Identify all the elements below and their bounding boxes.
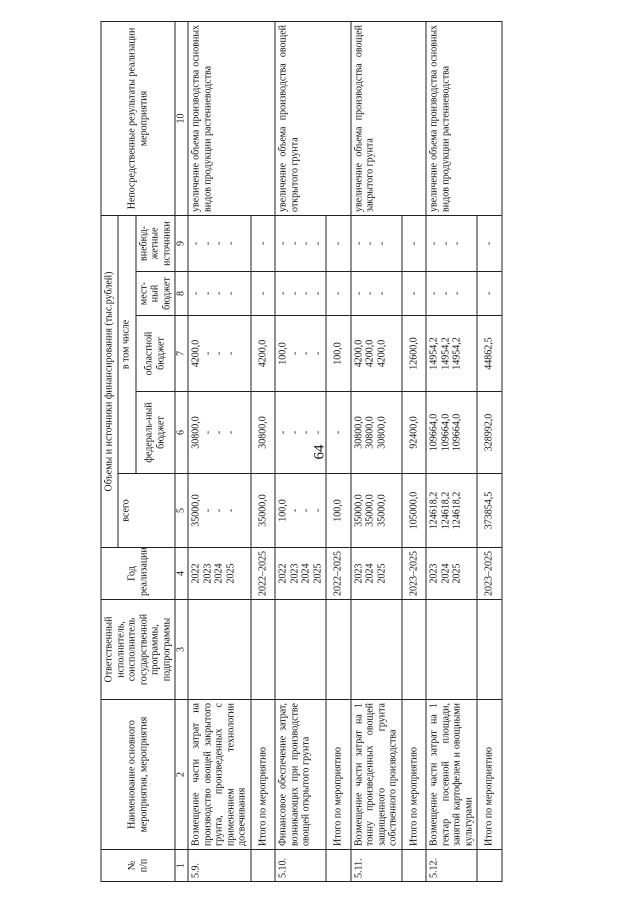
- header-result: Непосредственные результаты реализации мероприятия: [101, 21, 175, 215]
- year-cell-value: 2025: [451, 563, 463, 584]
- total-row-years: 2022–2025: [326, 548, 351, 600]
- year-cell-value: 2024: [213, 563, 225, 584]
- total-cell-value: -: [225, 508, 236, 513]
- result-cell: увеличение объема производства овощей открытого грунта: [275, 21, 351, 215]
- rotated-table-container: [101, 22, 566, 882]
- header-num: № п/п: [101, 850, 175, 882]
- col-number: 5: [175, 474, 188, 548]
- extrabudget-cell: [426, 215, 477, 271]
- federal-cell-value: -: [277, 430, 289, 435]
- federal-cell-value: 30800,0: [190, 416, 202, 449]
- total-row-total: 100,0: [326, 474, 351, 548]
- total-row-total: 373854,5: [477, 474, 502, 548]
- extrabudget-cell-value: -: [440, 241, 451, 246]
- header-name: Наименование основного мероприятия, мероприятия: [101, 700, 175, 850]
- extrabudget-cell-value: -: [202, 241, 213, 246]
- extrabudget-cell-value: -: [428, 241, 440, 246]
- col-number: 1: [175, 850, 188, 882]
- table-row: [188, 21, 251, 881]
- extrabudget-cell-value: -: [289, 241, 300, 246]
- measure-name: Возмещение части затрат на 1 тонну произведенных овощей защищенного грунта собственного производства: [351, 700, 402, 850]
- regional-cell: [188, 316, 251, 392]
- extrabudget-cell-value: -: [300, 241, 312, 246]
- col-number: 8: [175, 272, 188, 316]
- regional-cell: [426, 316, 477, 392]
- header-extrabudget: внебюд-жетные источники: [136, 215, 176, 271]
- federal-cell-value: -: [213, 430, 225, 435]
- year-cell-value: 2022: [190, 563, 202, 584]
- extrabudget-cell: [188, 215, 251, 271]
- total-row-extrabudget: -: [251, 215, 276, 271]
- extrabudget-cell-value: -: [225, 241, 236, 246]
- total-row-local: -: [326, 272, 351, 316]
- year-cell-value: 2023: [202, 563, 213, 584]
- total-cell-value: -: [289, 508, 300, 513]
- year-cell-value: 2025: [312, 563, 323, 584]
- header-including: в том числе: [118, 215, 136, 473]
- table-body: [188, 21, 502, 881]
- regional-cell: [351, 316, 402, 392]
- total-row-blank: [326, 850, 351, 882]
- federal-cell-value: 109664,0: [428, 413, 440, 452]
- regional-cell-value: 4200,0: [353, 339, 364, 368]
- col-number: 6: [175, 392, 188, 474]
- col-number: 7: [175, 316, 188, 392]
- header-federal: федераль-ный бюджет: [136, 392, 176, 474]
- extrabudget-cell: [275, 215, 326, 271]
- total-row-responsible: [477, 600, 502, 700]
- local-cell: [351, 272, 402, 316]
- total-cell-value: -: [202, 508, 213, 513]
- measure-name: Возмещение части затрат на 1 гектар посевной площади, занятой картофелем и овощными культурами: [426, 700, 477, 850]
- total-row-label: Итого по мероприятию: [251, 700, 276, 850]
- federal-cell: [188, 392, 251, 474]
- federal-cell-value: -: [312, 430, 323, 435]
- year-cell-value: 2023: [353, 563, 364, 584]
- local-cell-value: -: [353, 291, 364, 296]
- total-row-blank: [477, 850, 502, 882]
- total-row-responsible: [251, 600, 276, 700]
- extrabudget-cell-value: -: [312, 241, 323, 246]
- regional-cell-value: -: [300, 351, 312, 356]
- total-cell-value: 35000,0: [353, 494, 364, 527]
- total-cell-value: 35000,0: [364, 494, 376, 527]
- total-row-regional: 4200,0: [251, 316, 276, 392]
- year-cell-value: 2024: [364, 563, 376, 584]
- total-row-local: -: [477, 272, 502, 316]
- year-cell: [351, 548, 402, 600]
- federal-cell-value: 109664,0: [440, 413, 451, 452]
- responsible-cell: [275, 600, 326, 700]
- total-row-responsible: [402, 600, 427, 700]
- total-row-regional: 100,0: [326, 316, 351, 392]
- local-cell-value: -: [300, 291, 312, 296]
- total-cell-value: 124618,2: [451, 491, 463, 530]
- total-row-years: 2023–2025: [477, 548, 502, 600]
- total-row-federal: 328992,0: [477, 392, 502, 474]
- extrabudget-cell-value: -: [277, 241, 289, 246]
- federal-cell-value: -: [202, 430, 213, 435]
- local-cell-value: -: [312, 291, 323, 296]
- local-cell: [426, 272, 477, 316]
- measure-name: Финансовое обеспечение затрат, возникающих при производстве овощей открытого грунта: [275, 700, 326, 850]
- year-cell: [275, 548, 326, 600]
- header-local: мест-ный бюджет: [136, 272, 176, 316]
- local-cell-value: -: [428, 291, 440, 296]
- total-row-label: Итого по мероприятию: [477, 700, 502, 850]
- total-cell-value: -: [213, 508, 225, 513]
- measure-name: Возмещение части затрат на производство овощей закрытого грунта, произведенных с применением технологии досвечивания: [188, 700, 251, 850]
- year-cell-value: 2025: [225, 563, 236, 584]
- year-cell-value: 2025: [376, 563, 387, 584]
- col-number: 2: [175, 700, 188, 850]
- local-cell-value: -: [440, 291, 451, 296]
- row-number: 5.9.: [188, 850, 251, 882]
- table-row: [426, 21, 477, 881]
- total-cell-value: 124618,2: [428, 491, 440, 530]
- local-cell-value: -: [213, 291, 225, 296]
- header-total: всего: [118, 474, 176, 548]
- extrabudget-cell-value: -: [364, 241, 376, 246]
- federal-cell-value: 30800,0: [353, 416, 364, 449]
- result-cell: увеличение объема производства основных видов продукции растениеводства: [188, 21, 275, 215]
- regional-cell-value: 14954,2: [440, 337, 451, 370]
- total-row-local: -: [402, 272, 427, 316]
- local-cell-value: -: [376, 291, 387, 296]
- total-row-blank: [251, 850, 276, 882]
- total-cell: [275, 474, 326, 548]
- year-cell-value: 2022: [277, 563, 289, 584]
- regional-cell-value: 14954,2: [428, 337, 440, 370]
- responsible-cell: [351, 600, 402, 700]
- regional-cell-value: -: [202, 351, 213, 356]
- regional-cell-value: -: [289, 351, 300, 356]
- year-cell-value: 2023: [289, 563, 300, 584]
- extrabudget-cell: [351, 215, 402, 271]
- federal-cell-value: 109664,0: [451, 413, 463, 452]
- responsible-cell: [188, 600, 251, 700]
- total-row-total: 35000,0: [251, 474, 276, 548]
- total-row-regional: 44862,5: [477, 316, 502, 392]
- regional-cell-value: 4200,0: [190, 339, 202, 368]
- year-cell: [188, 548, 251, 600]
- col-number: 10: [175, 21, 188, 215]
- total-row-label: Итого по мероприятию: [402, 700, 427, 850]
- regional-cell: [275, 316, 326, 392]
- col-number: 9: [175, 215, 188, 271]
- local-cell-value: -: [190, 291, 202, 296]
- responsible-cell: [426, 600, 477, 700]
- total-row-responsible: [326, 600, 351, 700]
- total-row-total: 105000,0: [402, 474, 427, 548]
- total-cell: [426, 474, 477, 548]
- federal-cell-value: 30800,0: [364, 416, 376, 449]
- total-row-federal: 30800,0: [251, 392, 276, 474]
- total-cell-value: 35000,0: [376, 494, 387, 527]
- regional-cell-value: -: [225, 351, 236, 356]
- regional-cell-value: 4200,0: [364, 339, 376, 368]
- federal-cell-value: -: [300, 430, 312, 435]
- total-row-blank: [402, 850, 427, 882]
- table-row: [351, 21, 402, 881]
- total-row-extrabudget: -: [326, 215, 351, 271]
- regional-cell-value: -: [213, 351, 225, 356]
- local-cell-value: -: [289, 291, 300, 296]
- page-number: 64: [311, 444, 328, 460]
- program-table: [101, 21, 503, 882]
- regional-cell-value: 14954,2: [451, 337, 463, 370]
- total-row-years: 2023–2025: [402, 548, 427, 600]
- total-row-federal: -: [326, 392, 351, 474]
- row-number: 5.10.: [275, 850, 326, 882]
- extrabudget-cell-value: -: [213, 241, 225, 246]
- total-cell-value: 124618,2: [440, 491, 451, 530]
- year-cell-value: 2023: [428, 563, 440, 584]
- extrabudget-cell-value: -: [190, 241, 202, 246]
- local-cell: [188, 272, 251, 316]
- row-number: 5.11.: [351, 850, 402, 882]
- total-cell-value: 35000,0: [190, 494, 202, 527]
- total-cell-value: -: [312, 508, 323, 513]
- local-cell-value: -: [364, 291, 376, 296]
- local-cell-value: -: [225, 291, 236, 296]
- total-row-extrabudget: -: [477, 215, 502, 271]
- col-number: 3: [175, 600, 188, 700]
- total-row-regional: 12600,0: [402, 316, 427, 392]
- total-cell-value: 100,0: [277, 499, 289, 522]
- header-financing: Объемы и источники финансирования (тыс.рублей): [101, 215, 118, 547]
- header-responsible: Ответственный исполнитель, соисполнитель государственной программы, подпрограммы: [101, 600, 175, 700]
- local-cell-value: -: [202, 291, 213, 296]
- total-row-local: -: [251, 272, 276, 316]
- extrabudget-cell-value: -: [353, 241, 364, 246]
- federal-cell-value: -: [225, 430, 236, 435]
- regional-cell-value: -: [312, 351, 323, 356]
- federal-cell: [351, 392, 402, 474]
- total-row-federal: 92400,0: [402, 392, 427, 474]
- year-cell: [426, 548, 477, 600]
- row-number: 5.12.: [426, 850, 477, 882]
- col-number: 4: [175, 548, 188, 600]
- year-cell-value: 2024: [440, 563, 451, 584]
- local-cell-value: -: [277, 291, 289, 296]
- local-cell-value: -: [451, 291, 463, 296]
- federal-cell-value: -: [289, 430, 300, 435]
- local-cell: [275, 272, 326, 316]
- extrabudget-cell-value: -: [451, 241, 463, 246]
- total-cell: [188, 474, 251, 548]
- result-cell: увеличение объема производства овощей закрытого грунта: [351, 21, 427, 215]
- header-year: Год реализации: [101, 548, 175, 600]
- header-regional: областной бюджет: [136, 316, 176, 392]
- year-cell-value: 2024: [300, 563, 312, 584]
- result-cell: увеличение объема производства основных видов продукции растениеводства: [426, 21, 502, 215]
- extrabudget-cell-value: -: [376, 241, 387, 246]
- regional-cell-value: 100,0: [277, 342, 289, 365]
- total-row-label: Итого по мероприятию: [326, 700, 351, 850]
- federal-cell: [426, 392, 477, 474]
- total-row-years: 2022–2025: [251, 548, 276, 600]
- total-cell: [351, 474, 402, 548]
- table-row: [275, 21, 326, 881]
- federal-cell-value: 30800,0: [376, 416, 387, 449]
- total-cell-value: -: [300, 508, 312, 513]
- regional-cell-value: 4200,0: [376, 339, 387, 368]
- column-numbers-row: [175, 21, 188, 881]
- total-row-extrabudget: -: [402, 215, 427, 271]
- federal-cell: [275, 392, 326, 474]
